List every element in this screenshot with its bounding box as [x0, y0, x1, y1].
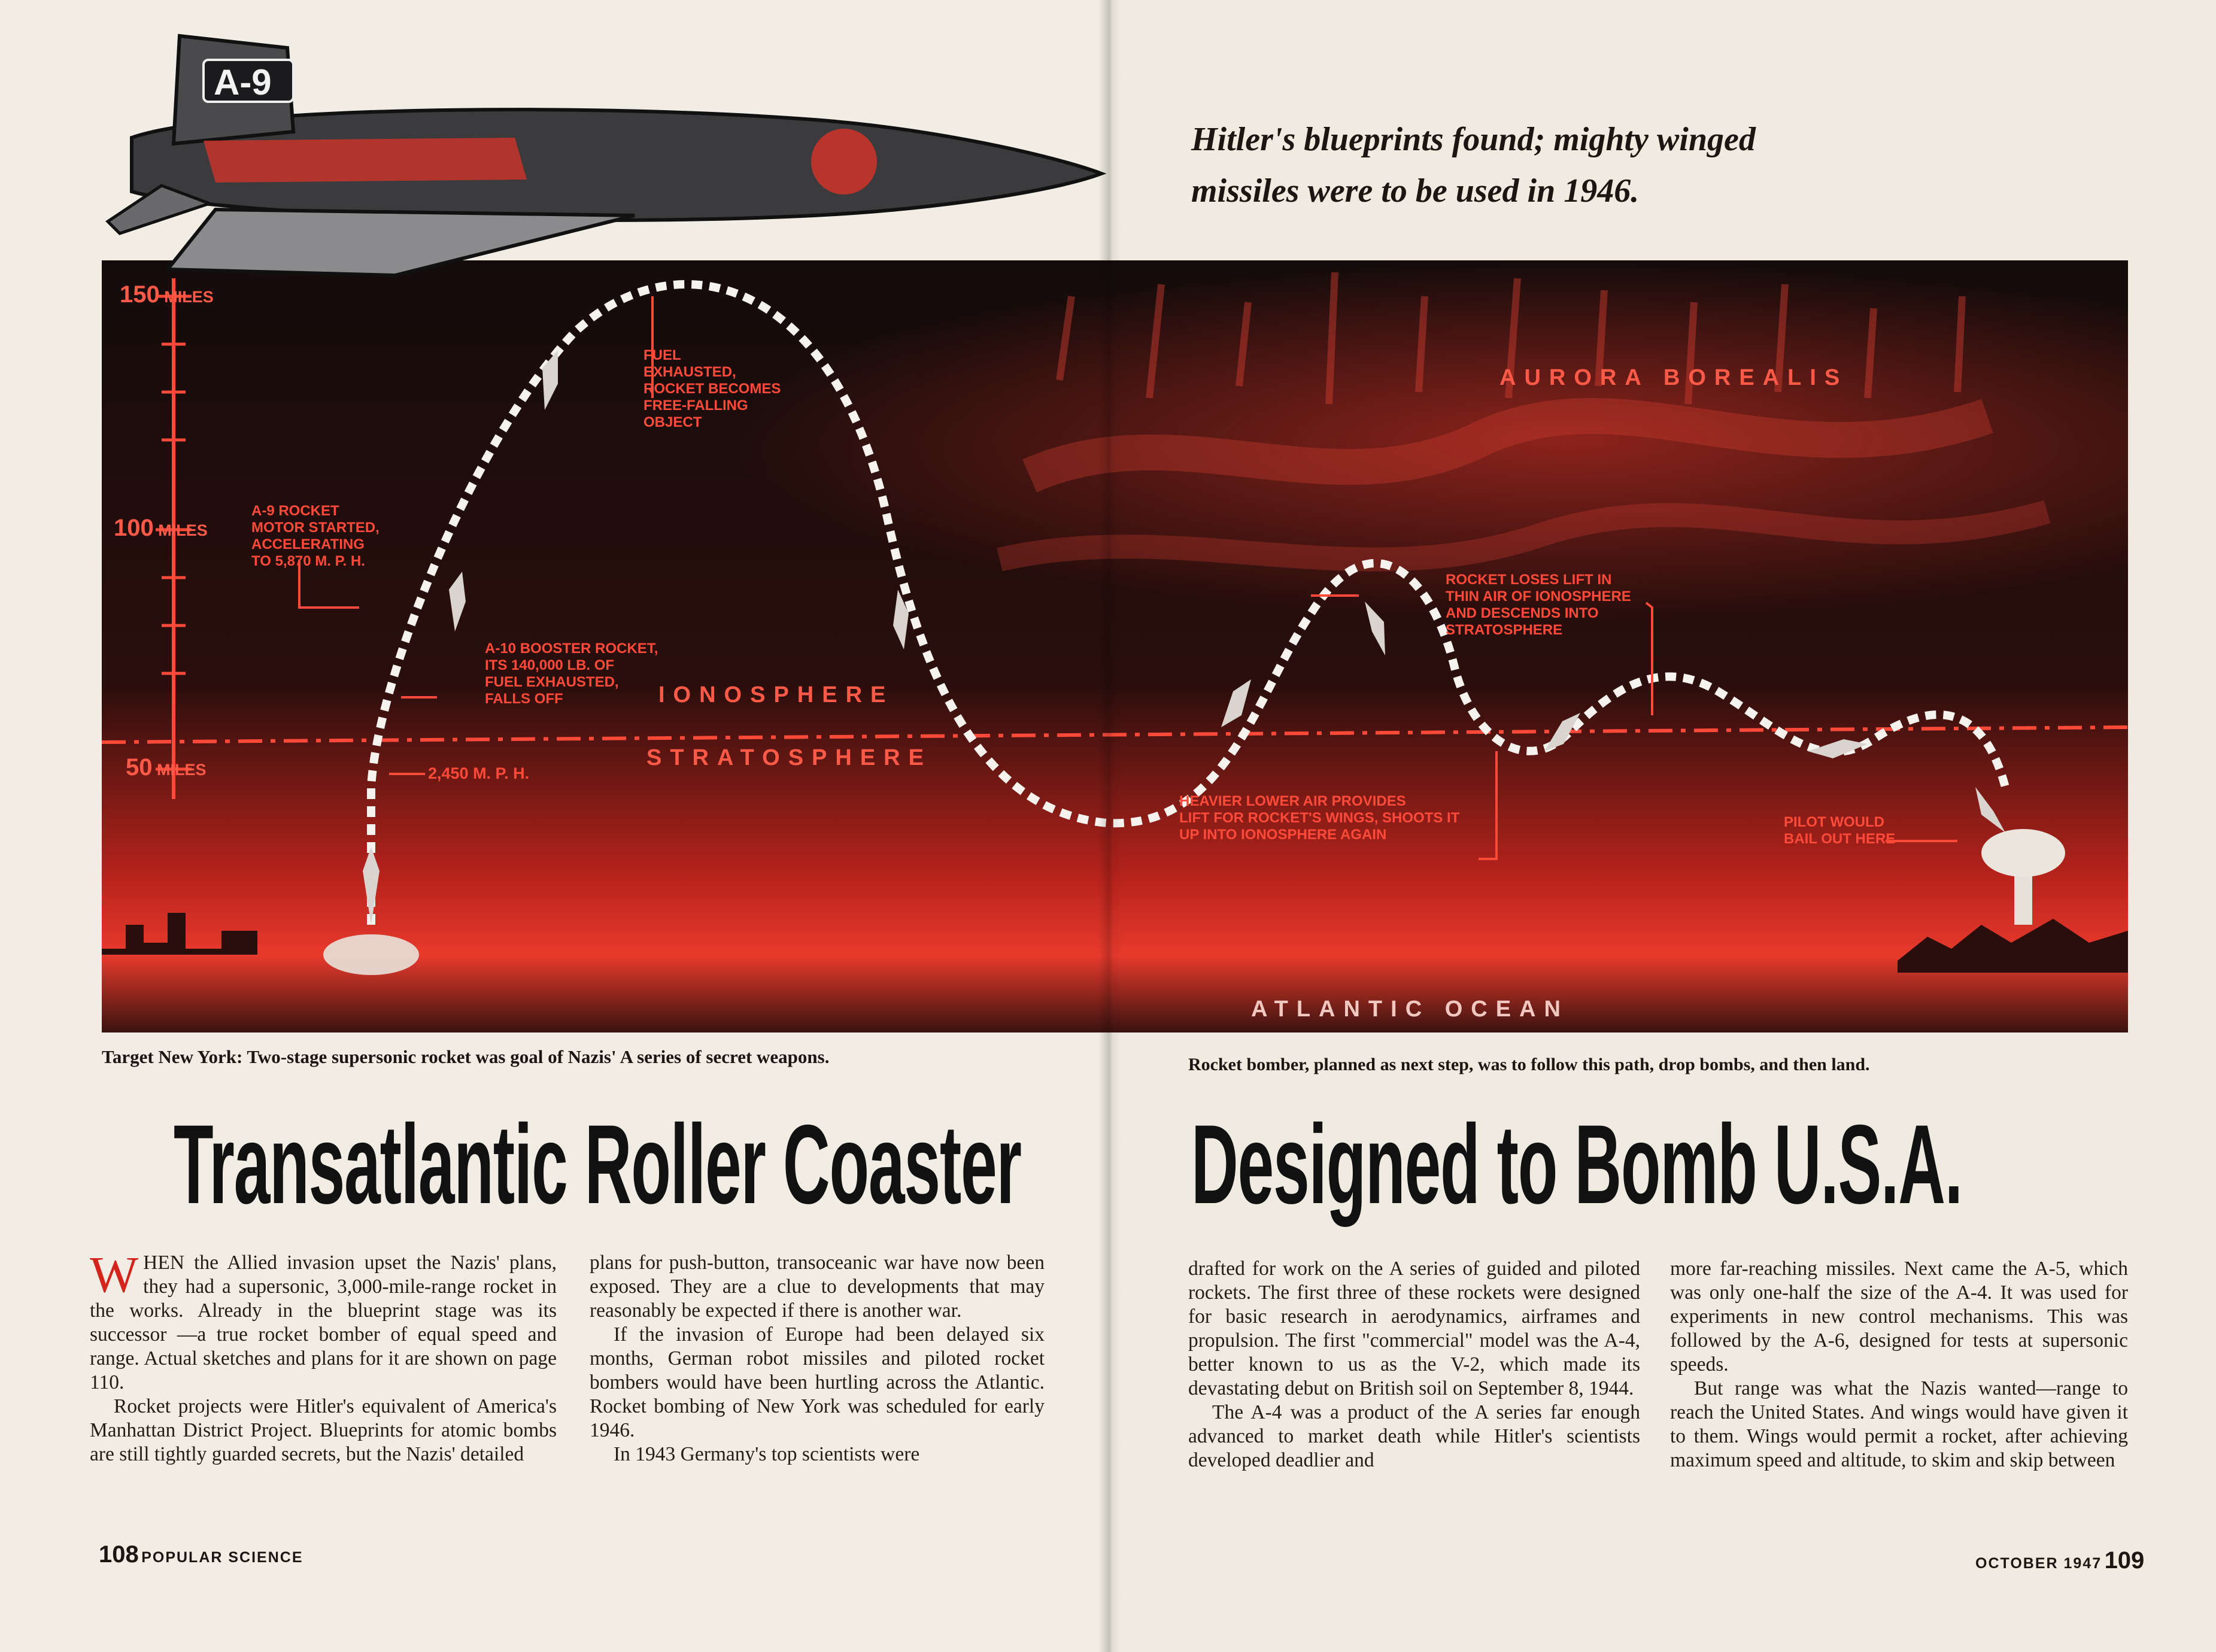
caption-left: Target New York: Two-stage supersonic rocket was goal of Nazis' A series of secret weapons. [102, 1046, 830, 1067]
body-paragraph: Rocket projects were Hitler's equivalent of America's Manhattan District Project. Blueprints for atomic bombs are still tightly guarded secrets, but the Nazis' detailed [90, 1395, 557, 1465]
zone-ionosphere: IONOSPHERE [658, 682, 894, 707]
body-paragraph: drafted for work on the A series of guided and piloted rockets. The first three of these rockets were designed for basic research in aerodynamics, airframes and propulsion. The first "commercial" model was the A-4, better known to us as the V-2, which made its devastating debut on British soil on September 8, 1944. [1188, 1258, 1640, 1399]
body-paragraph: more far-reaching missiles. Next came the A-5, which was only one-half the size of the A-4. It was used for experiments in new control mechanisms. This was followed by the A-6, designed for tests at supersonic speeds. [1670, 1258, 2128, 1375]
body-paragraph: HEN the Allied invasion upset the Nazis' plans, they had a supersonic, 3,000-mile-range rocket in the works. Already in the blueprint stage was its successor —a true rocket bomber of equal speed and range. Actual sketches and plans for it are shown on page 110. [90, 1252, 557, 1393]
page-number: 109 [2104, 1547, 2145, 1574]
body-column-2 [590, 1251, 1045, 1466]
drop-cap: W [90, 1246, 139, 1303]
zone-aurora: AURORA BOREALIS [1499, 365, 1848, 390]
publication-name: POPULAR SCIENCE [141, 1549, 303, 1566]
spine-gutter [1098, 0, 1122, 1652]
body-paragraph: If the invasion of Europe had been delayed six months, German robot missiles and piloted rocket bombers would have been hurtling across the Atlantic. Rocket bombing of New York was scheduled for early 1946. [590, 1323, 1045, 1441]
callout-pilot-bail: PILOT WOULD BAIL OUT HERE [1784, 814, 1896, 847]
callout-a10-booster: A-10 BOOSTER ROCKET, ITS 140,000 LB. OF FUEL EXHAUSTED, FALLS OFF [485, 640, 658, 707]
caption-right: Rocket bomber, planned as next step, was to follow this path, drop bombs, and then land. [1188, 1055, 1870, 1074]
axis-value: 150 [120, 281, 160, 308]
axis-unit: MILES [164, 288, 214, 306]
body-column-4 [1670, 1257, 2128, 1472]
axis-value: 100 [114, 515, 154, 541]
zone-ocean: ATLANTIC OCEAN [1251, 997, 1569, 1022]
callout-loses-lift: ROCKET LOSES LIFT IN THIN AIR OF IONOSPHERE AND DESCENDS INTO STRATOSPHERE [1446, 572, 1631, 638]
axis-unit: MILES [158, 521, 208, 539]
a9-rocket-illustration [96, 18, 1113, 287]
wing [168, 209, 635, 275]
body-column-3 [1188, 1257, 1640, 1472]
engine-cutaway [204, 138, 527, 183]
axis-label-50 [126, 754, 207, 781]
title-right: Designed to Bomb U.S.A. [1191, 1101, 1962, 1227]
folio-left [99, 1541, 303, 1568]
folio-right [1975, 1547, 2144, 1574]
headline-line-1: Hitler's blueprints found; mighty winged [1191, 121, 1756, 158]
callout-speed-2450: 2,450 M. P. H. [428, 764, 530, 782]
body-column-1 [90, 1246, 557, 1466]
callout-a9-motor: A-9 ROCKET MOTOR STARTED, ACCELERATING TO 5,870 M. P. H. [251, 503, 380, 569]
headline [1191, 114, 2089, 217]
page-number: 108 [99, 1541, 139, 1568]
headline-line-2: missiles were to be used in 1946. [1191, 172, 1640, 209]
rocket-marking: A-9 [214, 62, 272, 102]
cockpit-cutaway [811, 129, 877, 195]
axis-label-100 [114, 515, 208, 542]
axis-unit: MILES [157, 761, 207, 779]
launch-smoke [323, 934, 419, 975]
zone-stratosphere: STRATOSPHERE [646, 745, 932, 770]
callout-heavier-air: HEAVIER LOWER AIR PROVIDES LIFT FOR ROCKET'S WINGS, SHOOTS IT UP INTO IONOSPHERE AGAIN [1179, 793, 1460, 843]
title-left: Transatlantic Roller Coaster [174, 1101, 1021, 1227]
callout-fuel-exhausted: FUEL EXHAUSTED, ROCKET BECOMES FREE-FALLING OBJECT [643, 347, 781, 430]
body-paragraph: In 1943 Germany's top scientists were [614, 1443, 920, 1465]
axis-value: 50 [126, 754, 153, 781]
body-paragraph: plans for push-button, transoceanic war have now been exposed. They are a clue to developments that may reasonably be expected if there is another war. [590, 1252, 1045, 1322]
body-paragraph: But range was what the Nazis wanted—range to reach the United States. And wings would have given it to them. Wings would permit a rocket, after achieving maximum speed and altitude, to skim and skip between [1670, 1377, 2128, 1471]
body-paragraph: The A-4 was a product of the A series far enough advanced to market death while Hitler's scientists developed deadlier and [1188, 1401, 1640, 1471]
issue-date: OCTOBER 1947 [1975, 1555, 2102, 1572]
